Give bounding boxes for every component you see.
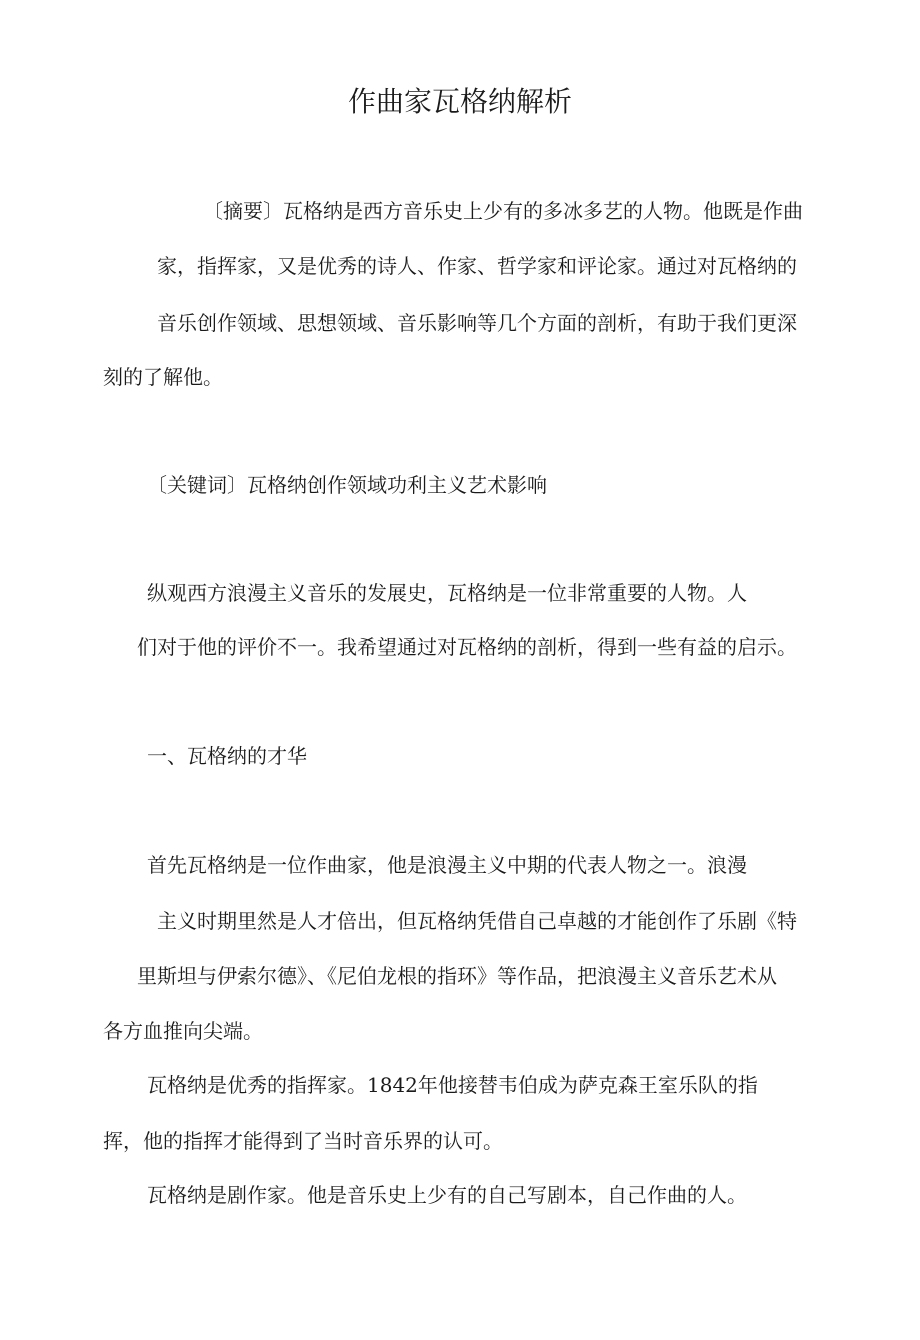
abstract-line: 音乐创作领域、思想领域、音乐影响等几个方面的剖析，有助于我们更深 [157, 311, 797, 335]
paragraph-line: 瓦格纳是优秀的指挥家。1842年他接替韦伯成为萨克森王室乐队的指 [147, 1073, 758, 1097]
paragraph-line: 首先瓦格纳是一位作曲家，他是浪漫主义中期的代表人物之一。浪漫 [147, 853, 747, 877]
paragraph-line: 各方血推向尖端。 [103, 1019, 263, 1043]
section-heading: 一、瓦格纳的才华 [147, 744, 307, 768]
document-title: 作曲家瓦格纳解析 [347, 85, 572, 118]
paragraph-line: 主义时期里然是人才倍出，但瓦格纳凭借自己卓越的才能创作了乐剧《特 [157, 909, 797, 933]
abstract-line: 〔摘要〕瓦格纳是西方音乐史上少有的多冰多艺的人物。他既是作曲 [203, 199, 803, 223]
abstract-line: 刻的了解他。 [103, 365, 223, 389]
intro-line: 纵观西方浪漫主义音乐的发展史，瓦格纳是一位非常重要的人物。人 [147, 581, 747, 605]
keywords-line: 〔关键词〕瓦格纳创作领域功利主义艺术影响 [147, 473, 547, 497]
intro-line: 们对于他的评价不一。我希望通过对瓦格纳的剖析，得到一些有益的启示。 [137, 635, 797, 659]
paragraph-line: 挥，他的指挥才能得到了当时音乐界的认可。 [103, 1129, 503, 1153]
paragraph-line: 里斯坦与伊索尔德》、《尼伯龙根的指环》等作品，把浪漫主义音乐艺术从 [137, 964, 777, 988]
paragraph-line: 瓦格纳是剧作家。他是音乐史上少有的自己写剧本，自己作曲的人。 [147, 1183, 747, 1207]
abstract-line: 家，指挥家，又是优秀的诗人、作家、哲学家和评论家。通过对瓦格纳的 [157, 254, 797, 278]
